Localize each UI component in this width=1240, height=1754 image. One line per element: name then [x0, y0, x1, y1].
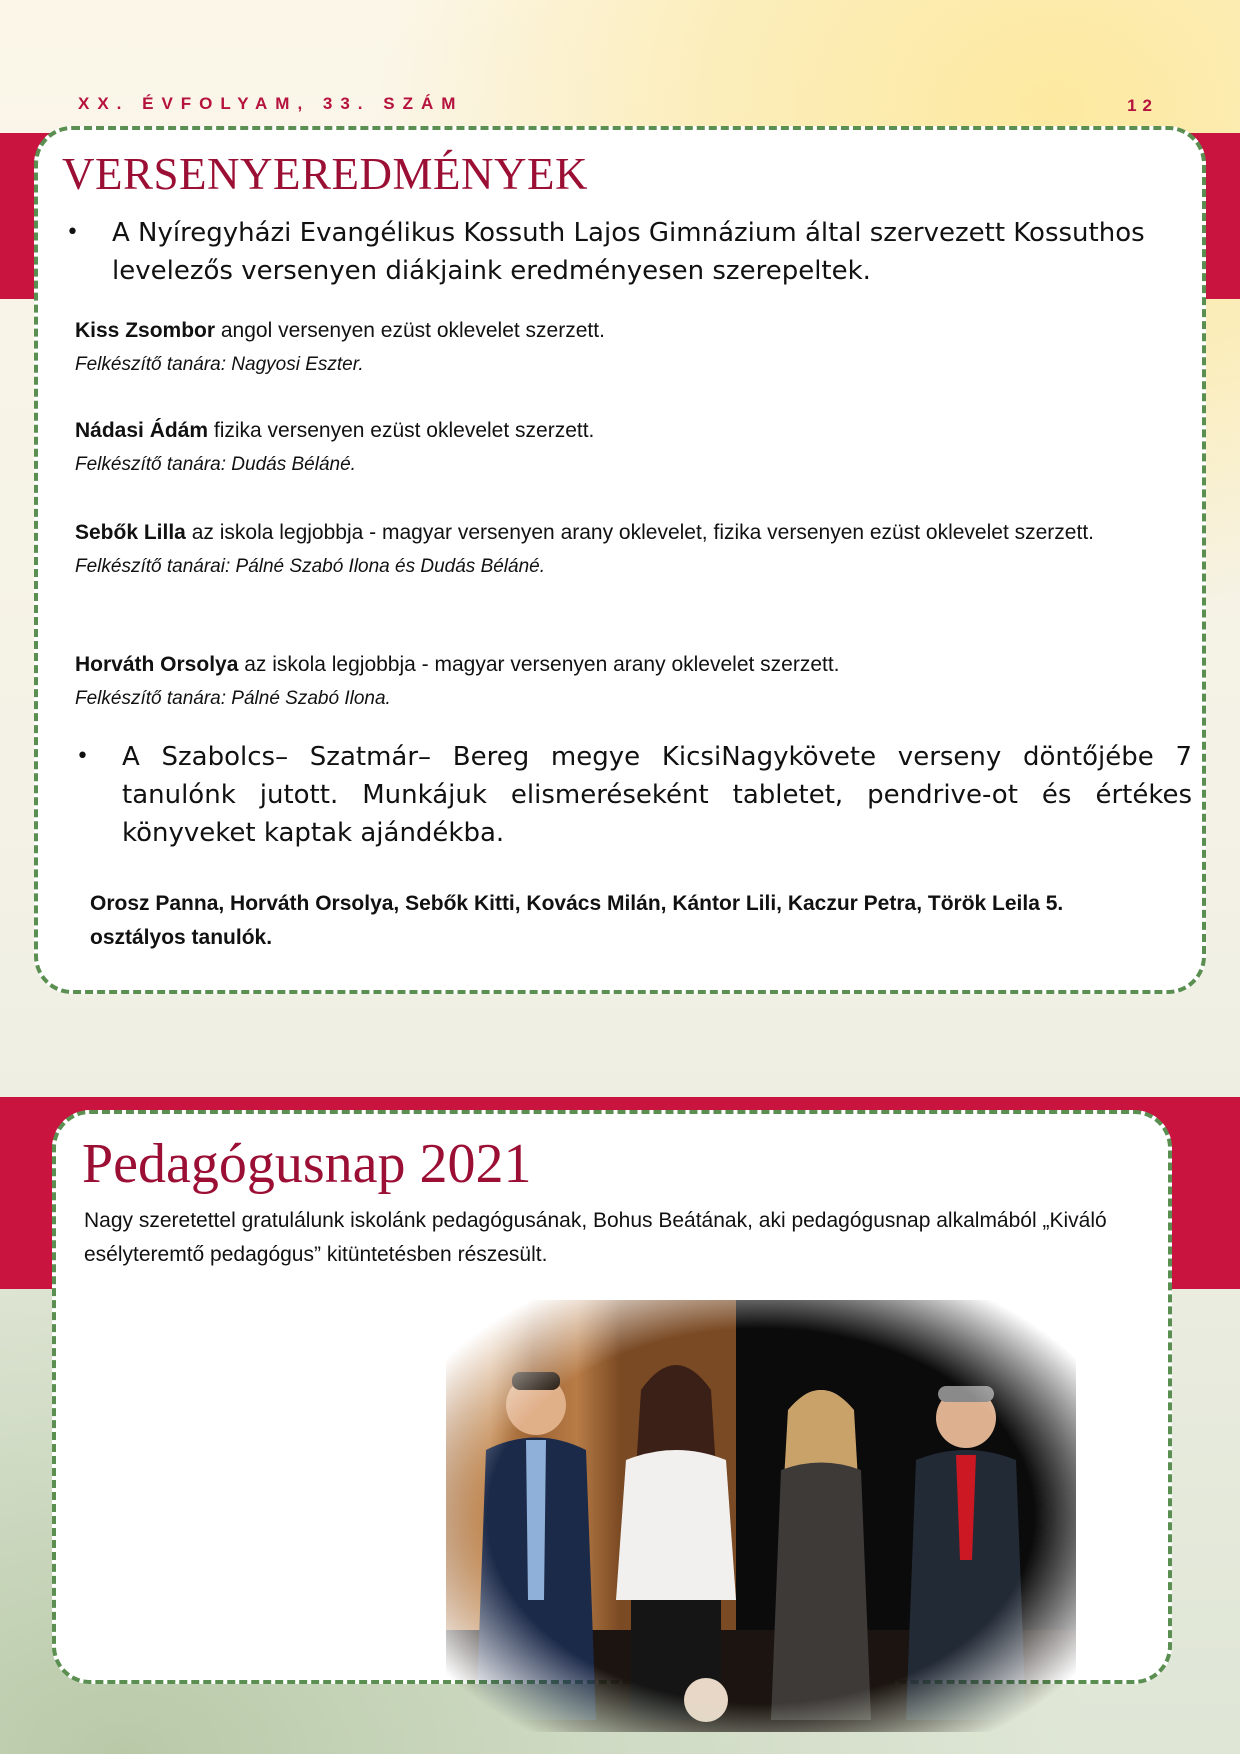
- result-entry: [75, 648, 1185, 716]
- result-text: angol versenyen ezüst oklevelet szerzett.: [215, 319, 605, 342]
- bullet-item: [66, 214, 1192, 290]
- teacher-line: Felkészítő tanára: Pálné Szabó Ilona.: [75, 688, 391, 709]
- teachers-day-title: Pedagógusnap 2021: [82, 1133, 532, 1195]
- student-name: Horváth Orsolya: [75, 653, 239, 676]
- student-names-list: Orosz Panna, Horváth Orsolya, Sebők Kitti, Kovács Milán, Kántor Lili, Kaczur Petra, Török Leila 5. osztályos tanulók.: [90, 892, 1064, 949]
- issue-label: XX. ÉVFOLYAM, 33. SZÁM: [78, 94, 464, 113]
- teacher-line: Felkészítő tanára: Dudás Béláné.: [75, 454, 356, 475]
- page-number: 12: [1127, 96, 1158, 115]
- teacher-line: Felkészítő tanárai: Pálné Szabó Ilona és Dudás Béláné.: [75, 556, 546, 577]
- result-entry: [75, 516, 1125, 584]
- result-entry: [75, 414, 1185, 482]
- student-name: Sebők Lilla: [75, 521, 186, 544]
- result-entry: [75, 314, 1185, 382]
- result-text: az iskola legjobbja - magyar versenyen arany oklevelet szerzett.: [238, 653, 840, 676]
- teachers-day-paragraph: Nagy szeretettel gratulálunk iskolánk pedagógusának, Bohus Beátának, aki pedagógusnap alkalmából „Kiváló esélyteremtő pedagógus” kitüntetésben részesült.: [84, 1209, 1107, 1266]
- page-header: [78, 94, 1158, 124]
- results-title: VERSENYEREDMÉNYEK: [62, 149, 588, 199]
- bullet-item: [76, 738, 1192, 852]
- student-name: Kiss Zsombor: [75, 319, 216, 342]
- bullet-text: A Nyíregyházi Evangélikus Kossuth Lajos Gimnázium által szervezett Kossuthos levelezős versenyen diákjaink eredményesen szerepeltek.: [112, 218, 1145, 286]
- photo-illustration: [446, 1300, 1076, 1732]
- result-text: fizika versenyen ezüst oklevelet szerzett.: [208, 419, 595, 442]
- award-ceremony-photo: [446, 1300, 1076, 1732]
- bullet-icon: •: [76, 744, 89, 769]
- student-name: Nádasi Ádám: [75, 419, 209, 442]
- bullet-text: A Szabolcs– Szatmár– Bereg megye KicsiNagykövete verseny döntőjébe 7 tanulónk jutott. Munkájuk elismeréseként tabletet, pendrive-ot és értékes könyveket kaptak ajándékba.: [122, 742, 1192, 848]
- teacher-line: Felkészítő tanára: Nagyosi Eszter.: [75, 354, 364, 375]
- bullet-icon: •: [66, 220, 79, 245]
- result-text: az iskola legjobbja - magyar versenyen arany oklevelet, fizika versenyen ezüst oklevelet szerzett.: [185, 521, 1094, 544]
